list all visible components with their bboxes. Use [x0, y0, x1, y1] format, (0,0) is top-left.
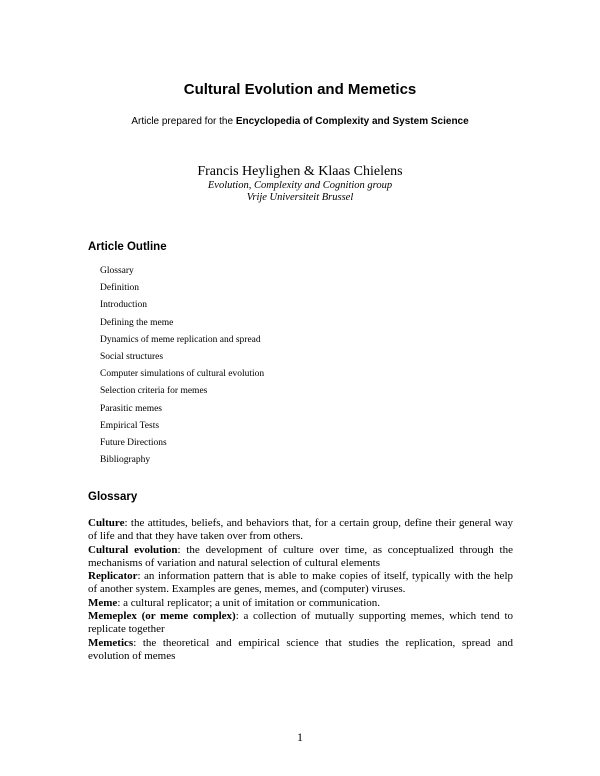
- outline-item: Empirical Tests: [100, 420, 160, 431]
- glossary-term: Cultural evolution: [88, 543, 178, 556]
- outline-heading: Article Outline: [88, 241, 167, 253]
- glossary-term: Memetics: [88, 636, 134, 649]
- article-title: Cultural Evolution and Memetics: [183, 81, 417, 98]
- glossary-definition: : a cultural replicator; a unit of imitation or communication.: [117, 596, 381, 609]
- glossary-list: [88, 517, 513, 663]
- glossary-definition: : the development of culture over time, as conceptualized through the mechanisms of variation and natural selection of cultural elements: [88, 543, 513, 569]
- outline-item: Future Directions: [100, 437, 167, 448]
- glossary-heading: Glossary: [88, 491, 138, 503]
- outline-item: Parasitic memes: [100, 403, 162, 414]
- outline-item: Computer simulations of cultural evolution: [100, 369, 265, 380]
- outline-item: Defining the meme: [100, 317, 174, 328]
- glossary-term: Culture: [88, 517, 125, 529]
- glossary-entry: [88, 637, 513, 664]
- affiliation-university: Vrije Universiteit Brussel: [246, 192, 354, 203]
- outline-item: Glossary: [100, 266, 134, 276]
- glossary-term: Replicator: [88, 570, 138, 583]
- outline-list: [100, 264, 264, 470]
- authors: Francis Heylighen & Klaas Chielens: [197, 164, 403, 179]
- outline-item: Social structures: [100, 351, 164, 362]
- glossary-definition: : the attitudes, beliefs, and behaviors that, for a certain group, define their general way of life and that they have taken over from others.: [88, 517, 513, 543]
- glossary-definition: : an information pattern that is able to make copies of itself, typically with the help of another system. Examples are genes, memes, and (computer) viruses.: [88, 570, 513, 596]
- glossary-entry: [88, 570, 513, 597]
- outline-item: Dynamics of meme replication and spread: [100, 334, 261, 345]
- outline-item: Definition: [100, 283, 140, 294]
- glossary-entry: [88, 544, 513, 571]
- page-number: 1: [297, 730, 303, 744]
- glossary-entry: [88, 610, 513, 637]
- outline-item: Selection criteria for memes: [100, 386, 208, 397]
- publication-name: Encyclopedia of Complexity and System Science: [235, 116, 469, 127]
- glossary-entry: [88, 517, 513, 544]
- subtitle-prefix: Article prepared for the: [131, 116, 236, 127]
- glossary-definition: : the theoretical and empirical science that studies the replication, spread and evolution of memes: [88, 636, 513, 662]
- glossary-definition: : a collection of mutually supporting memes, which tend to replicate together: [88, 610, 513, 636]
- affiliation-group: Evolution, Complexity and Cognition group: [207, 180, 393, 191]
- glossary-term: Meme: [88, 596, 118, 609]
- outline-item: Introduction: [100, 300, 147, 311]
- article-subtitle: [0, 116, 600, 127]
- outline-item: Bibliography: [100, 455, 151, 466]
- glossary-entry: [88, 597, 513, 610]
- glossary-term: Memeplex (or meme complex): [88, 610, 236, 623]
